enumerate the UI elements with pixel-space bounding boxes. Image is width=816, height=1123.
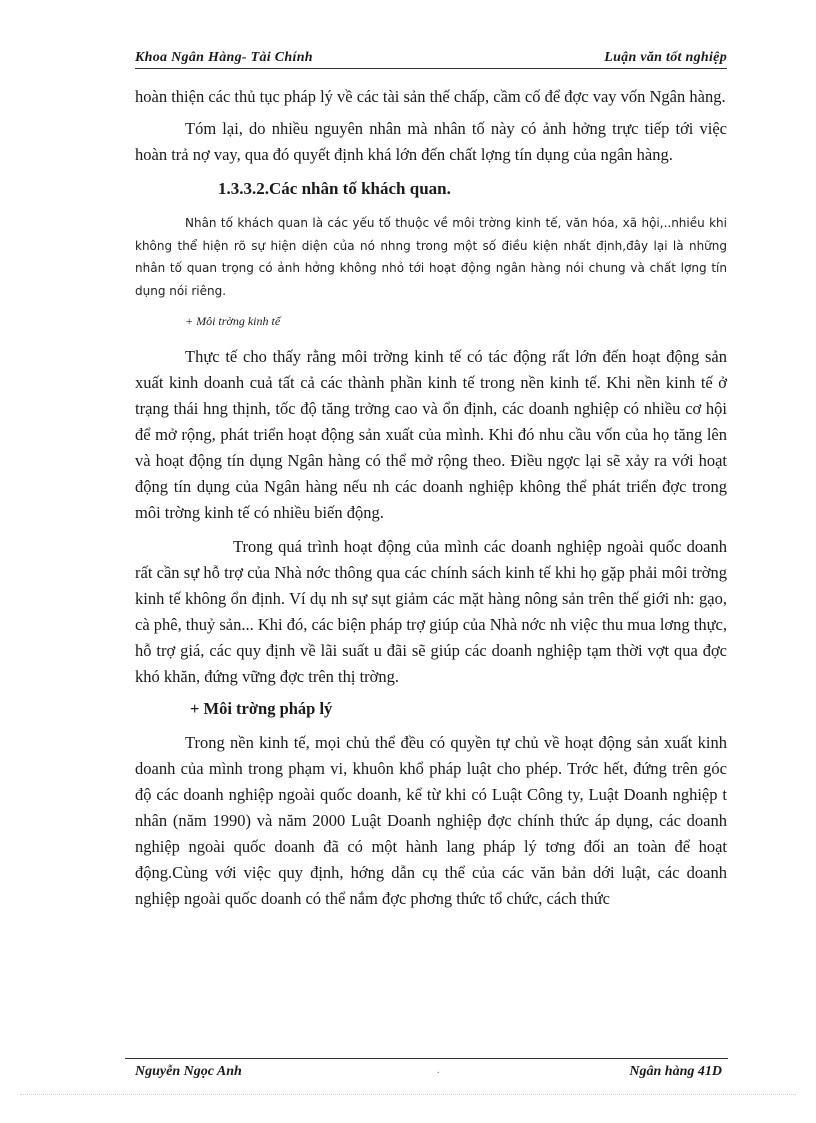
subheading-economic-environment: + Môi trờng kinh tế	[185, 314, 281, 328]
page-footer	[125, 1058, 728, 1081]
paragraph-5: Trong quá trình hoạt động của mình các doanh nghiệp ngoài quốc doanh rất cần sự hỗ trợ của Nhà nớc thông qua các chính sách kinh tế khi họ gặp phải môi trờng kinh tế không ổn định. Ví dụ nh sự sụt giảm các mặt hàng nông sản trên thế giới nh: gạo, cà phê, thuỷ sản... Khi đó, các biện pháp trợ giúp của Nhà nớc nh việc thu mua lơng thực, hỗ trợ giá, các quy định về lãi suất u đãi sẽ giúp các doanh nghiệp tạm thời vợt qua đợc khó khăn, đứng vững đợc trên thị trờng.	[135, 537, 727, 686]
paragraph-1: hoàn thiện các thủ tục pháp lý về các tài sản thế chấp, cầm cố để đợc vay vốn Ngân hàng.	[135, 87, 726, 106]
section-heading: 1.3.3.2.Các nhân tố khách quan.	[218, 179, 451, 198]
header-thesis-title: Luận văn tốt nghiệp	[604, 50, 727, 65]
paragraph-3: Nhân tố khách quan là các yếu tố thuộc về môi trờng kinh tế, văn hóa, xã hội,..nhiều khi không thể hiện rõ sự hiện diện của nó nhng trong một số điều kiện nhất định,đây lại là những nhân tố quan trọng có ảnh hởng không nhỏ tới hoạt động ngân hàng nói chung và chất lợng tín dụng nói riêng.	[135, 216, 727, 298]
footer-author: Nguyễn Ngọc Anh	[135, 1064, 242, 1079]
footer-mark: .	[437, 1065, 440, 1076]
subheading-legal-environment: + Môi trờng pháp lý	[190, 699, 333, 718]
page-bottom-divider	[20, 1094, 796, 1095]
paragraph-2: Tóm lại, do nhiều nguyên nhân mà nhân tố này có ảnh hởng trực tiếp tới việc hoàn trả nợ vay, qua đó quyết định khá lớn đến chất lợng tín dụng của ngân hàng.	[135, 119, 727, 164]
page-header	[135, 46, 727, 69]
paragraph-4: Thực tế cho thấy rằng môi trờng kinh tế có tác động rất lớn đến hoạt động sản xuất kinh doanh cuả tất cả các thành phần kinh tế trong nền kinh tế. Khi nền kinh tế ở trạng thái hng thịnh, tốc độ tăng trởng cao và ổn định, các doanh nghiệp có nhiều cơ hội để mở rộng, phát triển hoạt động sản xuất của mình. Khi đó nhu cầu vốn của họ tăng lên và hoạt động tín dụng Ngân hàng có thể mở rộng theo. Điều ngợc lại sẽ xảy ra với hoạt động tín dụng của Ngân hàng nếu nh các doanh nghiệp không thể phát triển đợc trong môi trờng kinh tế có nhiều biến động.	[135, 347, 727, 522]
footer-class: Ngân hàng 41D	[629, 1064, 722, 1079]
page-content	[135, 84, 727, 912]
paragraph-6: Trong nền kinh tế, mọi chủ thể đều có quyền tự chủ về hoạt động sản xuất kinh doanh của mình trong phạm vi, khuôn khổ pháp luật cho phép. Trớc hết, đứng trên góc độ các doanh nghiệp ngoài quốc doanh, kể từ khi có Luật Công ty, Luật Doanh nghiệp t nhân (năm 1990) và năm 2000 Luật Doanh nghiệp đợc chính thức áp dụng, các doanh nghiệp ngoài quốc doanh đã có một hành lang pháp lý tơng đối an toàn để hoạt động.Cùng với việc quy định, hớng dẫn cụ thể của các văn bản dới luật, các doanh nghiệp ngoài quốc doanh có thể nắm đợc phơng thức tổ chức, cách thức	[135, 733, 727, 908]
header-faculty: Khoa Ngân Hàng- Tài Chính	[135, 50, 313, 65]
